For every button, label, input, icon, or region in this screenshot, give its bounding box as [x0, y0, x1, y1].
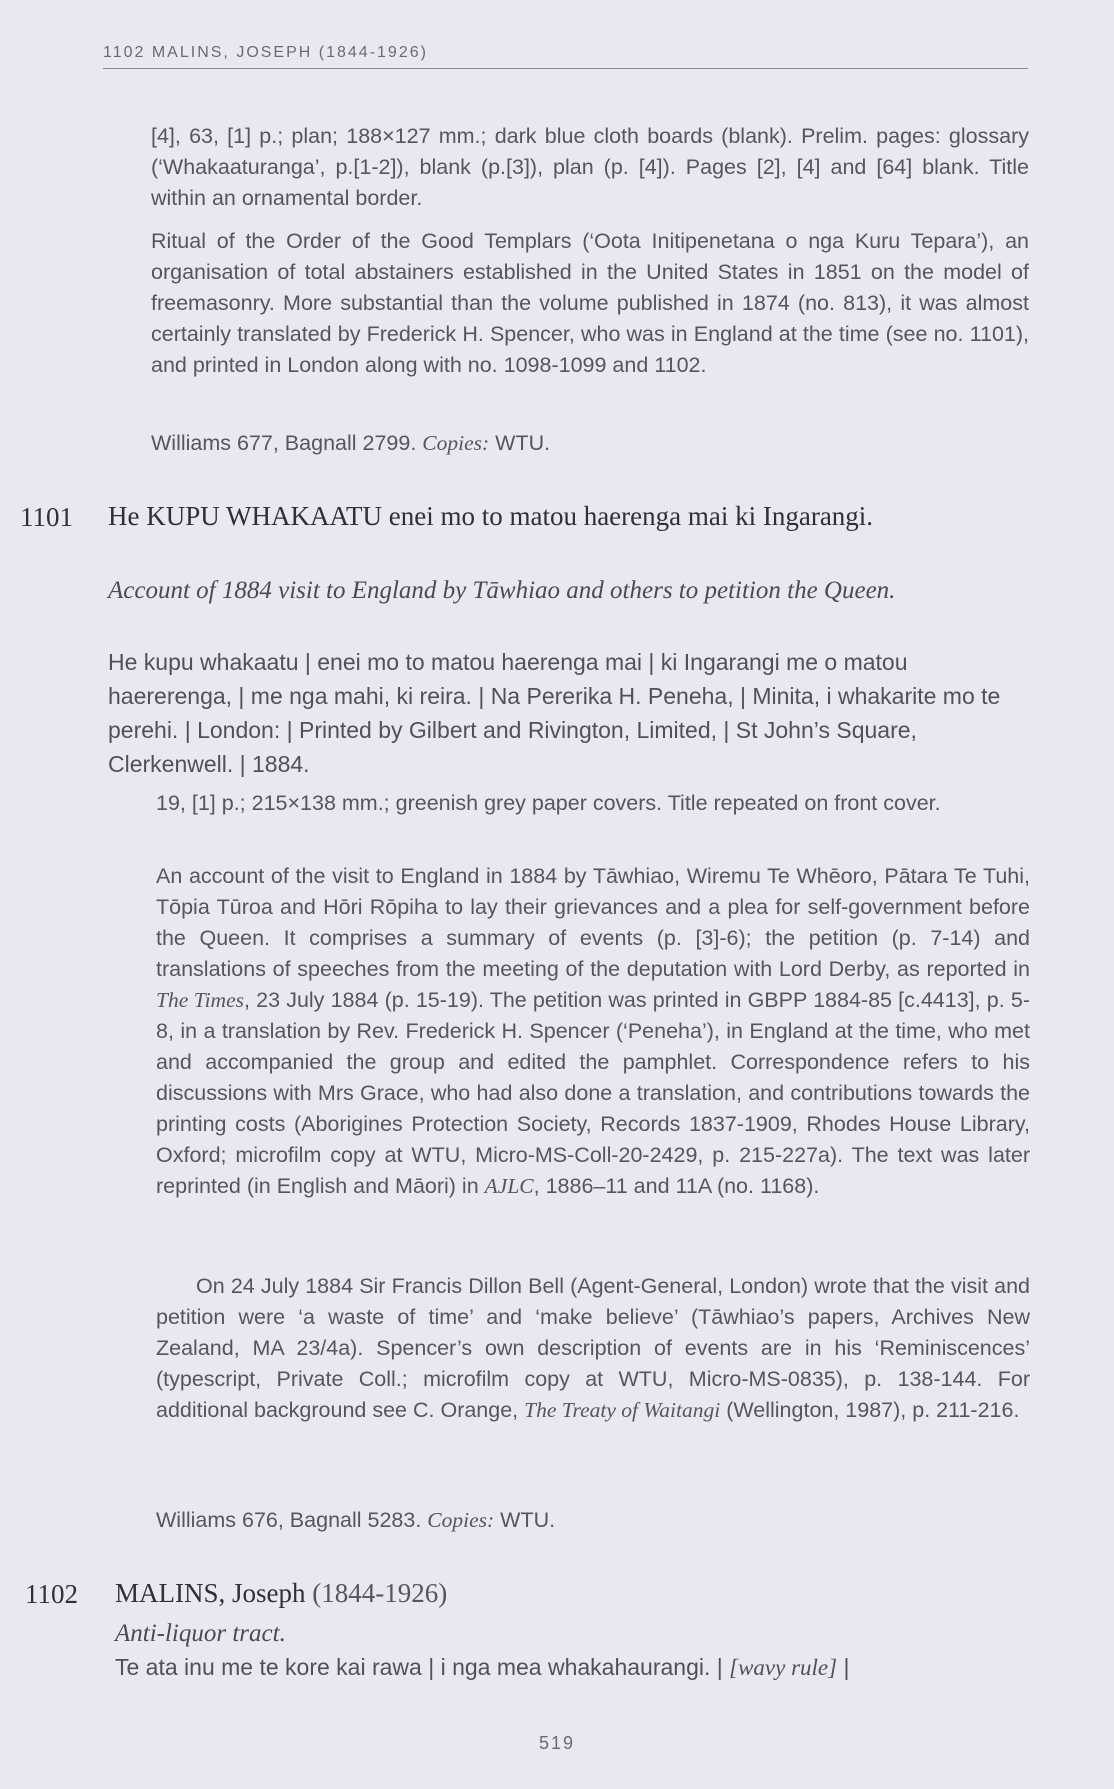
entry-title: He KUPU WHAKAATU enei mo to matou haerenga mai ki Ingarangi. — [108, 501, 874, 531]
cited-title: AJLC — [484, 1174, 534, 1198]
note-text: , 23 July 1884 (p. 15-19). The petition was printed in GBPP 1884-85 [c.4413], p. 5-8, in a translation by Rev. Frederick H. Spencer (‘Peneha’), in England at the time, who met and accompanied the group and edited the pamphlet. Correspondence refers to his discussions with Mrs Grace, who had also done a translation, and contributions towards the printing costs (Aborigines Protection Society, Records 1837-1909, Rhodes House Library, Oxford; microfilm copy at WTU, Micro-MS-Coll-20-2429, p. 215-227a). The text was later reprinted (in English and Māori) in — [156, 988, 1030, 1198]
physical-description: [4], 63, [1] p.; plan; 188×127 mm.; dark blue cloth boards (blank). Prelim. pages: glossary (‘Whakaaturanga’, p.[1-2]), blank (p.[3]), plan (p. [4]). Pages [2], [4] and [64] blank. Title within an ornamental border. — [151, 124, 1029, 210]
entry-note: Ritual of the Order of the Good Templars (‘Oota Initipenetana o nga Kuru Tepara’), an organisation of total abstainers established in the United States in 1851 on the model of freemasonry. More substantial than the volume published in 1874 (no. 813), it was almost certainly translated by Frederick H. Spencer, who was in England at the time (see no. 1101), and printed in London along with no. 1098-1099 and 1102. — [151, 229, 1029, 377]
references-line — [151, 428, 1029, 459]
references: Williams 676, Bagnall 5283. — [156, 1508, 422, 1532]
cited-title: The Treaty of Waitangi — [524, 1398, 721, 1422]
title-transcription — [115, 1650, 1010, 1685]
references-line — [156, 1505, 1030, 1536]
note-text: , 1886–11 and 11A (no. 1168). — [533, 1174, 820, 1198]
note-text: An account of the visit to England in 1884 by Tāwhiao, Wiremu Te Whēoro, Pātara Te Tuhi, Tōpia Tūroa and Hōri Rōpiha to lay their grievances and a plea for self-government before the Queen. It comprises a summary of events (p. [3]-6); the petition (p. 7-14) and translations of speeches from the meeting of the deputation with Lord Derby, as reported in — [156, 864, 1030, 981]
entry-subtitle: Account of 1884 visit to England by Tāwhiao and others to petition the Queen. — [108, 577, 896, 604]
entry-title — [115, 1574, 965, 1612]
copies: WTU. — [495, 431, 551, 455]
title-transcription: He kupu whakaatu | enei mo to matou haerenga mai | ki Ingarangi me o matou haererenga, | me nga mahi, ki reira. | Na Pererika H. Peneha, | Minita, i whakarite mo te perehi. | London: | Printed by Gilbert and Rivington, Limited, | St John’s Square, Clerkenwell. | 1884. — [108, 649, 1001, 777]
editorial-note: [wavy rule] — [729, 1655, 838, 1680]
copies: WTU. — [500, 1508, 556, 1532]
entry-number: 1101 — [20, 502, 73, 532]
copies-label: Copies: — [422, 431, 490, 455]
copies-label: Copies: — [427, 1508, 495, 1532]
entry-note — [156, 1271, 1030, 1426]
transcription-text: | — [837, 1654, 850, 1680]
running-head: 1102 MALINS, JOSEPH (1844-1926) — [103, 44, 1028, 69]
transcription-text: Te ata inu me te kore kai rawa | i nga mea whakahaurangi. | — [115, 1654, 730, 1680]
author-name: MALINS, Joseph — [115, 1578, 306, 1608]
note-text: On 24 July 1884 Sir Francis Dillon Bell (Agent-General, London) wrote that the visit and petition were ‘a waste of time’ and ‘make believe’ (Tāwhiao’s papers, Archives New Zealand, MA 23/4a). Spencer’s own description of events are in his ‘Reminiscences’ (typescript, Private Coll.; microfilm copy at WTU, Micro-MS-0835), p. 138-144. For additional background see C. Orange, — [156, 1274, 1030, 1422]
entry-subtitle: Anti-liquor tract. — [115, 1620, 286, 1647]
physical-description: 19, [1] p.; 215×138 mm.; greenish grey paper covers. Title repeated on front cover. — [156, 791, 941, 815]
page-number: 519 — [538, 1733, 576, 1753]
author-dates: (1844-1926) — [312, 1578, 448, 1608]
cited-title: The Times — [156, 988, 244, 1012]
entry-note — [156, 861, 1030, 1202]
references: Williams 677, Bagnall 2799. — [151, 431, 417, 455]
entry-number: 1102 — [25, 1579, 78, 1609]
note-text: (Wellington, 1987), p. 211-216. — [720, 1398, 1020, 1422]
